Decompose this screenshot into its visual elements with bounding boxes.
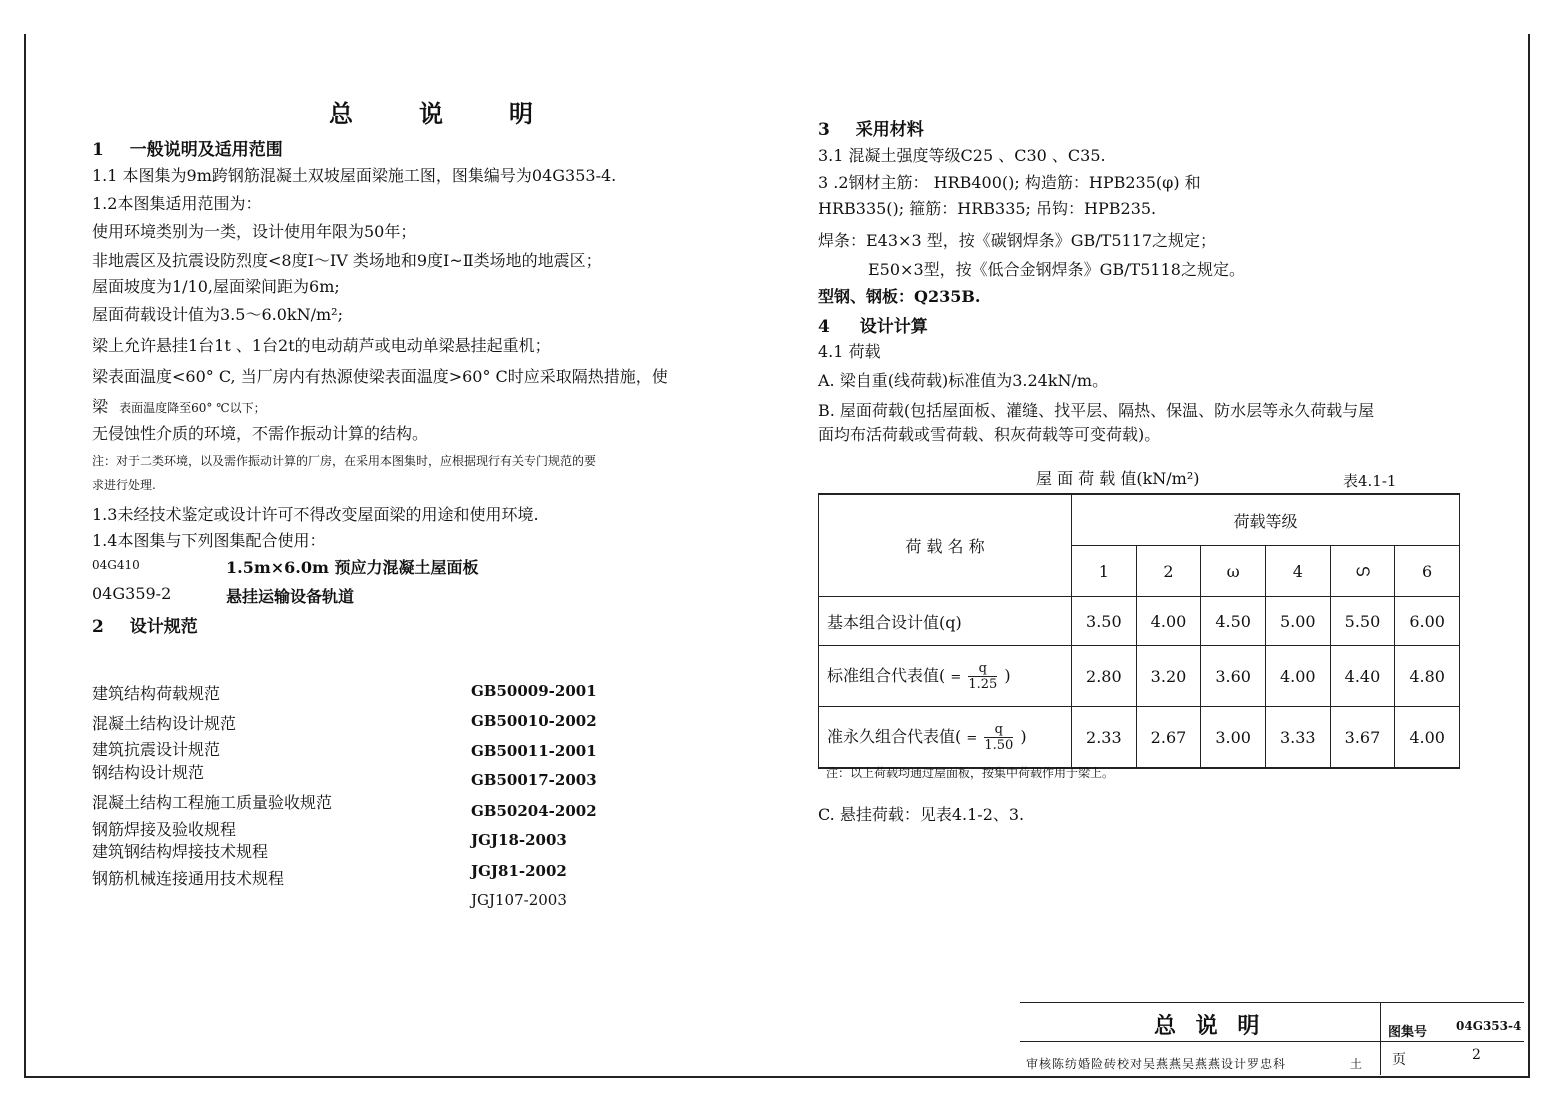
code-name: 建筑结构荷载规范 [92,684,221,703]
code-number: GB50011-2001 [471,742,597,760]
atlas-name: 1.5m×6.0m 预应力混凝土屋面板 [226,558,479,577]
value-cell: 4.80 [1395,646,1460,707]
atlas-code: 04G359-2 [92,584,172,603]
signature-row: 审核陈纺婚险砖校对吴燕燕吴燕燕设计罗忠科 [1026,1057,1287,1071]
page-title-char: 说 [419,99,447,128]
paragraph: 1.3未经技术鉴定或设计许可不得改变屋面梁的用途和使用环境. [92,505,539,524]
grade-cell: 1 [1072,546,1137,597]
code-name: 建筑钢结构焊接技术规程 [92,842,269,861]
table-note: 注：以上荷载均通过屋面板，按集中荷载作用于梁上。 [826,766,1115,780]
paragraph: A. 梁自重(线荷载)标准值为3.24kN/m。 [818,371,1109,390]
page-title-char: 明 [509,99,537,128]
paragraph: 焊条：E43×3 型，按《碳钢焊条》GB/T5117之规定； [818,231,1217,250]
table-header-cell: 荷载等级 [1072,494,1460,546]
row-label: 基本组合设计值(q) [819,597,1072,646]
paragraph-text: 梁 [92,397,109,416]
section-number: 3 [818,120,830,140]
grade-cell: 6 [1395,546,1460,597]
signature-trailing: 土 [1350,1057,1363,1071]
fraction-denominator: 1.50 [984,737,1014,753]
value-cell: 5.50 [1330,597,1395,646]
paragraph: HRB335(); 箍筋：HRB335; 吊钩：HPB235. [818,199,1157,218]
fraction-numerator: q [968,661,997,677]
row-label-text: ) [1004,665,1011,685]
fraction [968,661,997,692]
value-cell: 3.20 [1136,646,1201,707]
code-number: JGJ18-2003 [471,831,567,849]
section-title: 设计规范 [129,617,198,637]
code-name: 混凝土结构设计规范 [92,714,237,733]
fraction-denominator: 1.25 [968,676,998,692]
page-label: 页 [1392,1052,1406,1068]
page-title-char: 总 [329,99,357,128]
table-number: 表4.1-1 [1343,472,1397,490]
row-label-text: 准永久组合代表值( [827,726,962,746]
row-label-text: 标准组合代表值( [827,665,946,685]
code-number: GB50017-2003 [471,771,597,789]
value-cell: 4.40 [1330,646,1395,707]
paragraph: 3.1 混凝土强度等级C25 、C30 、C35. [818,146,1106,165]
code-number: JGJ81-2002 [471,862,567,880]
title-block [1020,1002,1524,1075]
code-name: 钢筋焊接及验收规程 [92,820,237,839]
grade-cell: ഗ [1330,546,1395,597]
section-number: 2 [92,617,104,637]
page-number: 2 [1472,1047,1481,1063]
value-cell: 3.60 [1201,646,1266,707]
paragraph: 无侵蚀性介质的环境，不需作振动计算的结构。 [92,424,429,443]
paragraph-text: 表面温度降至60° ℃以下； [119,401,266,415]
title-block-divider [1020,1041,1524,1042]
row-label-text: ) [1020,726,1027,746]
paragraph: 型钢、钢板：Q235B. [818,287,981,306]
value-cell: 4.00 [1395,707,1460,769]
section-title: 一般说明及适用范围 [129,140,283,160]
paragraph: B. 屋面荷载(包括屋面板、灌缝、找平层、隔热、保温、防水层等永久荷载与屋 [818,401,1375,420]
code-name: 钢结构设计规范 [92,763,205,782]
atlas-number: 04G353-4 [1456,1019,1522,1033]
code-number: GB50009-2001 [471,682,597,700]
paragraph: 使用环境类别为一类，设计使用年限为50年； [92,222,417,241]
fraction-numerator: q [984,722,1013,738]
equals-sign: = [966,730,978,746]
row-label [819,646,1072,707]
code-number: GB50204-2002 [471,802,597,820]
value-cell: 3.33 [1265,707,1330,769]
section-2-heading [92,612,198,637]
grade-cell: ω [1201,546,1266,597]
paragraph: 1.2本图集适用范围为： [92,194,262,213]
grade-cell: 4 [1265,546,1330,597]
note: 注：对于二类环境，以及需作振动计算的厂房，在采用本图集时，应根据现行有关专门规范的要 [92,454,597,468]
paragraph: 屋面坡度为1/10,屋面梁间距为6m; [92,277,340,296]
grade-cell: 2 [1136,546,1201,597]
section-3-heading [818,115,924,140]
value-cell: 4.50 [1201,597,1266,646]
paragraph: 非地震区及抗震设防烈度<8度I～IV 类场地和9度I~Ⅱ类场地的地震区； [92,251,602,270]
paragraph: 1.4本图集与下列图集配合使用： [92,531,326,550]
code-name: 建筑抗震设计规范 [92,740,221,759]
value-cell: 2.67 [1136,707,1201,769]
section-number: 1 [92,140,104,160]
table-row [819,646,1460,707]
roof-load-table [818,493,1460,769]
value-cell: 2.80 [1072,646,1137,707]
section-4-heading [818,312,928,337]
table-header-row [819,494,1460,546]
atlas-number-label: 图集号 [1388,1024,1428,1039]
table-row [819,707,1460,769]
paragraph: 梁上允许悬挂1台1t 、1台2t的电动葫芦或电动单梁悬挂起重机； [92,336,551,355]
code-number: JGJ107-2003 [471,891,567,909]
title-block-divider [1380,1003,1381,1075]
note: 求进行处理. [92,478,156,492]
value-cell: 3.67 [1330,707,1395,769]
paragraph: 屋面荷载设计值为3.5～6.0kN/m²; [92,305,343,324]
fraction [984,722,1013,753]
paragraph: 1.1 本图集为9m跨钢筋混凝土双坡屋面梁施工图，图集编号为04G353-4. [92,166,617,185]
paragraph [92,394,266,417]
section-title: 采用材料 [855,120,924,140]
value-cell: 6.00 [1395,597,1460,646]
row-label [819,707,1072,769]
table-row [819,597,1460,646]
code-number: GB50010-2002 [471,712,597,730]
paragraph: C. 悬挂荷载：见表4.1-2、3. [818,805,1025,824]
page-title [298,94,568,129]
section-title: 设计计算 [859,317,928,337]
section-1-heading [92,135,283,160]
value-cell: 5.00 [1265,597,1330,646]
table-caption: 屋 面 荷 载 值(kN/m²) [1036,469,1200,488]
code-name: 混凝土结构工程施工质量验收规范 [92,793,333,812]
paragraph: 面均布活荷载或雪荷载、积灰荷载等可变荷载)。 [818,425,1161,444]
atlas-code: 04G410 [92,558,140,572]
value-cell: 2.33 [1072,707,1137,769]
title-block-title: 总 说 明 [1154,1013,1266,1039]
value-cell: 4.00 [1265,646,1330,707]
paragraph: 梁表面温度<60° C, 当厂房内有热源使梁表面温度>60° C时应采取隔热措施，使 [92,367,668,386]
equals-sign: = [950,669,962,685]
value-cell: 3.00 [1201,707,1266,769]
value-cell: 4.00 [1136,597,1201,646]
paragraph: E50×3型，按《低合金钢焊条》GB/T5118之规定。 [868,260,1245,279]
code-name: 钢筋机械连接通用技术规程 [92,869,285,888]
paragraph: 4.1 荷载 [818,342,881,361]
table-header-cell: 荷 载 名 称 [819,494,1072,597]
value-cell: 3.50 [1072,597,1137,646]
section-number: 4 [818,317,830,337]
atlas-name: 悬挂运输设备轨道 [226,587,355,606]
paragraph: 3 .2钢材主筋： HRB400(); 构造筋：HPB235(φ) 和 [818,173,1201,192]
